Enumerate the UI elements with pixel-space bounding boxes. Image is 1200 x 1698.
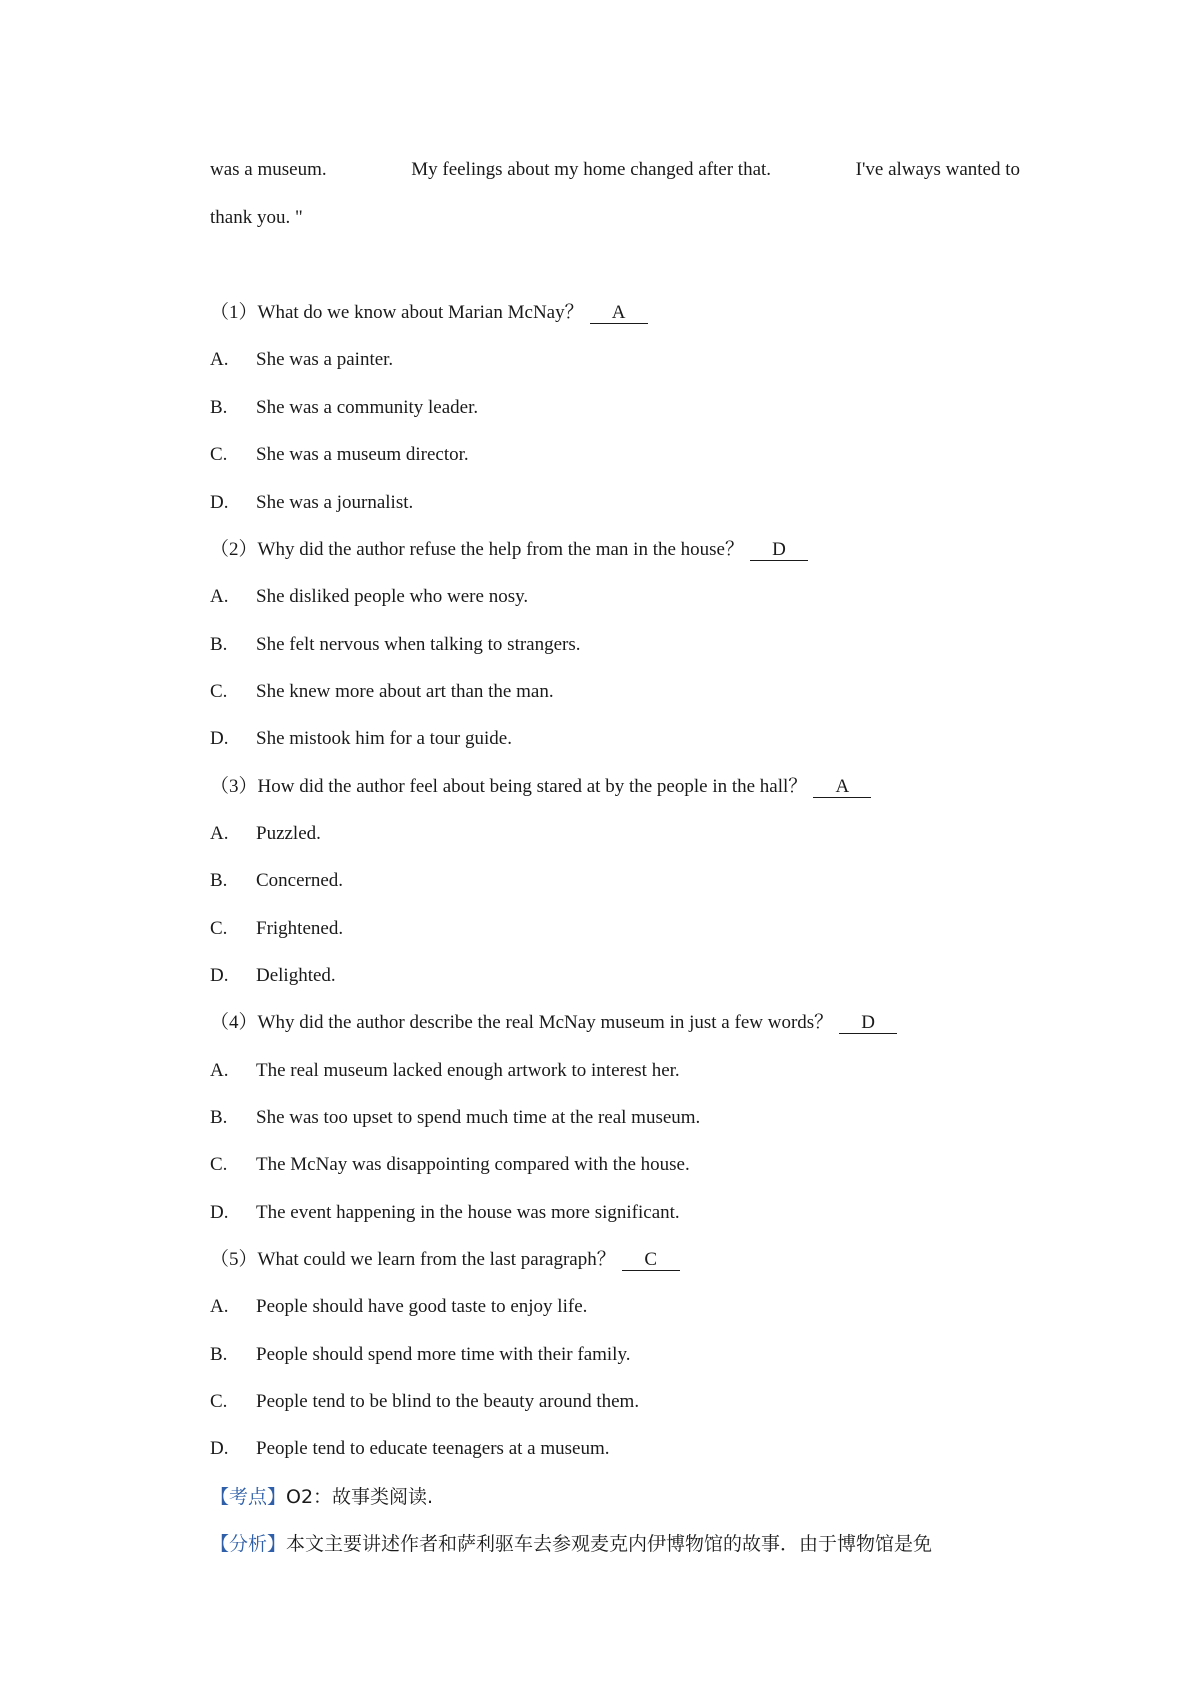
option-row [210, 347, 1020, 373]
intro-text-segment: My feelings about my home changed after that. [411, 159, 772, 180]
option-row [210, 632, 1020, 658]
kaodian-text: O2：故事类阅读. [286, 1486, 434, 1508]
kaodian-tag: 【考点】 [210, 1486, 287, 1508]
option-text: She knew more about art than the man. [256, 681, 554, 702]
option-text: She mistook him for a tour guide. [256, 728, 512, 749]
option-letter: A. [210, 1296, 229, 1317]
question-number: （5） [210, 1249, 258, 1270]
question-number: （4） [210, 1012, 258, 1033]
fenxi-line [210, 1531, 1020, 1557]
option-text: Frightened. [256, 918, 344, 939]
option-row [210, 1389, 1020, 1415]
option-letter: A. [210, 586, 229, 607]
option-row [210, 1342, 1020, 1368]
option-text: The real museum lacked enough artwork to interest her. [256, 1060, 680, 1081]
option-row [210, 1294, 1020, 1320]
option-row [210, 1105, 1020, 1131]
intro-line-1 [210, 157, 1020, 183]
intro-text-segment: I've always wanted to [855, 159, 1020, 180]
fenxi-tag: 【分析】 [210, 1533, 287, 1555]
answer-blank: A [813, 777, 871, 798]
option-text: The McNay was disappointing compared with the house. [256, 1154, 690, 1175]
option-row [210, 916, 1020, 942]
question-1 [210, 300, 1020, 326]
option-row [210, 1058, 1020, 1084]
option-letter: B. [210, 1344, 228, 1365]
option-text: She was too upset to spend much time at the real museum. [256, 1107, 701, 1128]
option-text: People should spend more time with their family. [256, 1344, 631, 1365]
option-letter: D. [210, 492, 229, 513]
option-row [210, 726, 1020, 752]
question-5 [210, 1247, 1020, 1273]
option-letter: B. [210, 870, 228, 891]
option-letter: A. [210, 349, 229, 370]
option-text: She was a community leader. [256, 397, 479, 418]
question-text: What do we know about Marian McNay？ [257, 302, 584, 323]
question-number: （3） [210, 776, 258, 797]
option-letter: B. [210, 1107, 228, 1128]
intro-text-segment: was a museum. [210, 159, 327, 180]
option-row [210, 490, 1020, 516]
option-row [210, 963, 1020, 989]
option-row [210, 1436, 1020, 1462]
option-row [210, 679, 1020, 705]
option-letter: A. [210, 823, 229, 844]
option-letter: C. [210, 681, 228, 702]
option-text: She was a painter. [256, 349, 394, 370]
question-4 [210, 1010, 1020, 1036]
answer-blank: A [590, 303, 648, 324]
question-text: How did the author feel about being stared at by the people in the hall？ [257, 776, 808, 797]
answer-blank: D [750, 540, 808, 561]
option-text: She was a journalist. [256, 492, 414, 513]
option-text: Concerned. [256, 870, 344, 891]
option-text: People tend to be blind to the beauty around them. [256, 1391, 640, 1412]
option-text: She was a museum director. [256, 444, 469, 465]
question-text: What could we learn from the last paragraph？ [257, 1249, 616, 1270]
option-text: She felt nervous when talking to strangers. [256, 634, 581, 655]
question-text: Why did the author refuse the help from the man in the house？ [257, 539, 744, 560]
question-2 [210, 537, 1020, 563]
option-row [210, 868, 1020, 894]
option-text: The event happening in the house was more significant. [256, 1202, 680, 1223]
option-text: Puzzled. [256, 823, 321, 844]
kaodian-line [210, 1484, 1020, 1510]
question-number: （2） [210, 539, 258, 560]
fenxi-text: 本文主要讲述作者和萨利驱车去参观麦克内伊博物馆的故事．由于博物馆是免 [286, 1533, 933, 1555]
option-letter: A. [210, 1060, 229, 1081]
option-letter: B. [210, 397, 228, 418]
answer-blank: C [622, 1250, 680, 1271]
option-letter: C. [210, 918, 228, 939]
question-text: Why did the author describe the real McNay museum in just a few words？ [257, 1012, 834, 1033]
option-text: People should have good taste to enjoy life. [256, 1296, 588, 1317]
option-letter: D. [210, 965, 229, 986]
option-letter: D. [210, 1438, 229, 1459]
option-row [210, 442, 1020, 468]
option-row [210, 584, 1020, 610]
option-text: Delighted. [256, 965, 336, 986]
option-letter: C. [210, 1154, 228, 1175]
option-letter: D. [210, 1202, 229, 1223]
option-text: People tend to educate teenagers at a museum. [256, 1438, 610, 1459]
answer-blank: D [839, 1013, 897, 1034]
intro-line-2: thank you. " [210, 207, 303, 228]
option-row [210, 1200, 1020, 1226]
option-letter: C. [210, 1391, 228, 1412]
option-letter: C. [210, 444, 228, 465]
option-row [210, 821, 1020, 847]
option-row [210, 1152, 1020, 1178]
option-row [210, 395, 1020, 421]
option-text: She disliked people who were nosy. [256, 586, 529, 607]
option-letter: B. [210, 634, 228, 655]
question-number: （1） [210, 302, 258, 323]
option-letter: D. [210, 728, 229, 749]
question-3 [210, 774, 1020, 800]
